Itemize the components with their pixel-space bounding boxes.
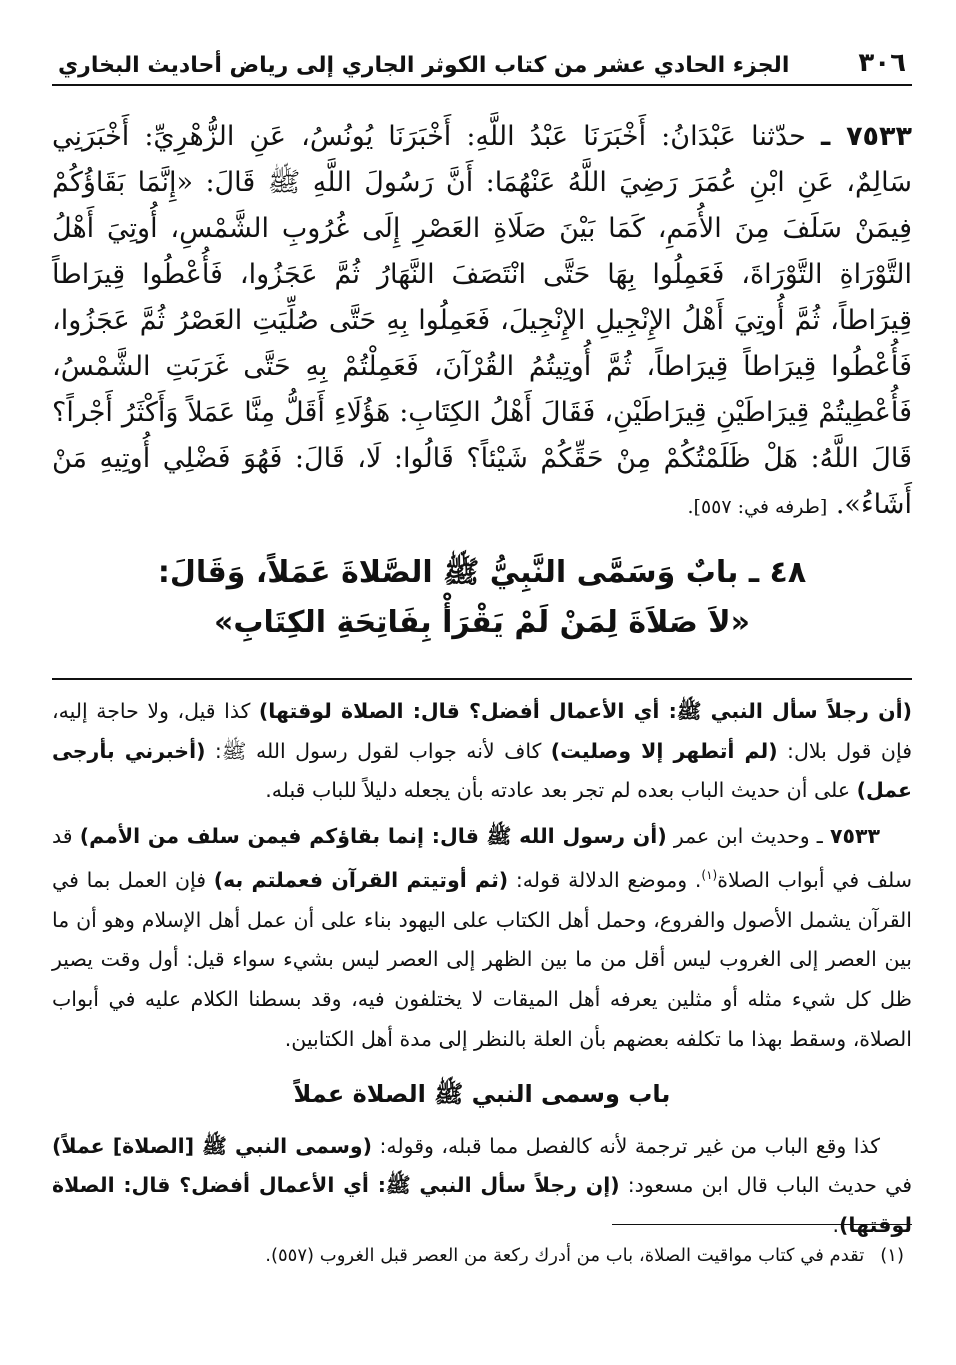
- commentary-paragraph: [52, 817, 912, 1059]
- chapter-heading-line2: «لاَ صَلاَةَ لِمَنْ لَمْ يَقْرَأْ بِفَاتِحَةِ الكِتَابِ»: [213, 605, 751, 640]
- commentary-paragraph: [52, 1127, 912, 1246]
- footnote-marker: (١): [701, 868, 718, 883]
- page-number: ٣٠٦: [858, 48, 906, 78]
- hadith-reference: [طرفه في: ٥٥٧].: [687, 496, 828, 518]
- quoted-text: (وسمى النبي ﷺ [الصلاة] عملاً): [52, 1133, 373, 1158]
- quoted-text: (أن رجلاً سأل النبي ﷺ: أي الأعمال أفضل؟ قال: الصلاة لوقتها): [258, 699, 912, 723]
- commentary-subheading: باب وسمى النبي ﷺ الصلاة عملاً: [293, 1080, 671, 1109]
- commentary-text: قد سلف في أبواب الصلاة: [52, 823, 912, 893]
- commentary-text: كذا وقع الباب من غير ترجمة لأنه كالفصل مما قبله، وقوله:: [372, 1133, 880, 1158]
- commentary-text: . وموضع الدلالة قوله:: [508, 868, 702, 893]
- header-title: الجزء الحادي عشر من كتاب الكوثر الجاري إلى رياض أحاديث البخاري: [58, 53, 790, 78]
- hadith-text: [52, 114, 912, 530]
- footnote-text: تقدم في كتاب مواقيت الصلاة، باب من أدرك ركعة من العصر قبل الغروب (٥٥٧).: [265, 1245, 865, 1266]
- commentary-text: فإن العمل بما في القرآن يشمل الأصول والفروع، وحمل أهل الكتاب على اليهود بناء على أن عمل أهل الإسلام وهو أن ما بين العصر إلى الغروب ليس أقل من ما بين الظهر إلى العصر ليس بشيء سواء قيل: أول وقت يصير ظل كل شيء مثله أو مثلين يعرفه أهل الميقات لا يختلفون فيه، وقد بسطنا الكلام عليه في أبواب الصلاة، وسقط بهذا ما تكلفه بعضهم بأن العلة بالنظر إلى مدة أهل الكتابين.: [52, 868, 912, 1051]
- quoted-text: (ثم أوتيتم القرآن فعملتم به): [213, 868, 509, 893]
- footnote-divider: [612, 1224, 912, 1225]
- commentary-text: ـ وحديث ابن عمر: [666, 823, 830, 848]
- hadith-number: ٧٥٣٣ ـ: [820, 121, 912, 152]
- chapter-heading: [52, 548, 912, 648]
- book-page: [52, 40, 913, 1266]
- quoted-text: (لم أتطهر إلا وصليت): [550, 738, 778, 763]
- chapter-heading-line1: ٤٨ ـ بابٌ وَسَمَّى النَّبِيُّ ﷺ الصَّلاةَ عَمَلاً، وَقَالَ:: [157, 555, 807, 590]
- commentary-text: كذا قيل، ولا حاجة إليه، فإن قول بلال:: [52, 699, 912, 763]
- commentary-paragraph: [52, 692, 912, 811]
- quoted-text: (أخبرني بأرجى عمل): [52, 738, 912, 803]
- commentary-text: .: [832, 1212, 840, 1237]
- footnote-number: (١): [880, 1245, 904, 1266]
- hadith-body: حدّثنا عَبْدَانُ: أَخْبَرَنَا عَبْدُ اللَّهِ: أَخْبَرَنَا يُونُسُ، عَنِ الزُّهْرِيِّ: أَخْبَرَنِي سَالِمٌ، عَنِ ابْنِ عُمَرَ رَضِيَ اللَّهُ عَنْهُمَا: أَنَّ رَسُولَ اللَّهِ ﷺ قَالَ: «إِنَّمَا بَقَاؤُكُمْ فِيمَنْ سَلَفَ مِنَ الأُمَمِ، كَمَا بَيْنَ صَلَاةِ العَصْرِ إِلَى غُرُوبِ الشَّمْسِ، أُوتِيَ أَهْلُ التَّوْرَاةِ التَّوْرَاةَ، فَعَمِلُوا بِهَا حَتَّى انْتَصَفَ النَّهَارُ ثُمَّ عَجَزُوا، فَأُعْطُوا قِيرَاطاً قِيرَاطاً، ثُمَّ أُوتِيَ أَهْلُ الإِنْجِيلِ الإِنْجِيلَ، فَعَمِلُوا بِهِ حَتَّى صُلِّيَتِ العَصْرُ ثُمَّ عَجَزُوا، فَأُعْطُوا قِيرَاطاً قِيرَاطاً، ثُمَّ أُوتِيتُمُ القُرْآنَ، فَعَمِلْتُمْ بِهِ حَتَّى غَرَبَتِ الشَّمْسُ، فَأُعْطِيتُمْ قِيرَاطَيْنِ قِيرَاطَيْنِ، فَقَالَ أَهْلُ الكِتَابِ: هَؤُلَاءِ أَقَلُّ مِنَّا عَمَلاً وَأَكْثَرُ أَجْراً؟ قَالَ اللَّهُ: هَلْ ظَلَمْتُكُمْ مِنْ حَقِّكُمْ شَيْئاً؟ قَالُوا: لَا، قَالَ: فَهُوَ فَضْلِي أُوتِيهِ مَنْ أَشَاءُ».: [52, 121, 912, 520]
- commentary: [52, 692, 912, 1246]
- commentary-text: كاف لأنه جواب لقول رسول الله ﷺ:: [205, 738, 551, 763]
- commentary-text: في حديث الباب قال ابن مسعود:: [619, 1173, 913, 1198]
- running-header: [52, 40, 912, 86]
- quoted-text: (إن رجلاً سأل النبي ﷺ: أي الأعمال أفضل؟ قال: الصلاة لوقتها): [52, 1173, 912, 1237]
- hadith-number-ref: ٧٥٣٣: [829, 823, 881, 848]
- section-divider: [52, 678, 912, 680]
- footnote: [64, 1242, 904, 1270]
- quoted-text: (أن رسول الله ﷺ قال: إنما بقاؤكم فيمن سلف من الأمم): [79, 823, 667, 848]
- commentary-text: على أن حديث الباب بعده لم تجر بعد عادته بأن يجعله دليلاً للباب قبله.: [265, 778, 857, 803]
